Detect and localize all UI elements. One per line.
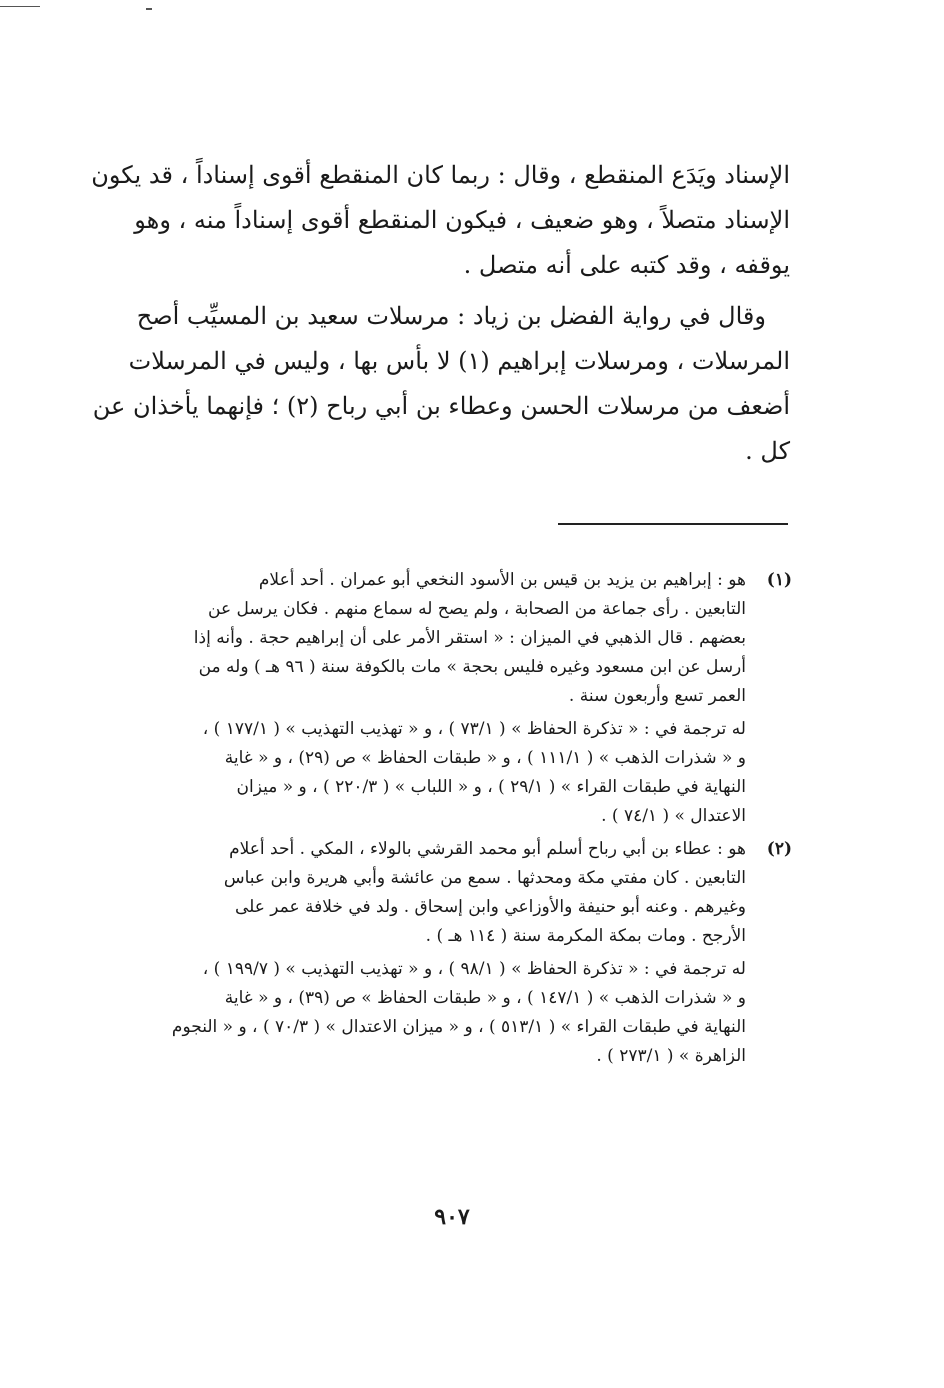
footnote-separator: [558, 523, 788, 525]
footnotes: [140, 566, 792, 1071]
footnote-number: (١): [766, 570, 792, 590]
main-text-line: الإسناد ويَدَع المنقطع ، وقال : ربما كان المنقطع أقوى إسناداً ، قد يكون: [91, 161, 790, 189]
footnote-body: [140, 835, 746, 1071]
footnote-2: [140, 835, 792, 1071]
footnote-line: التابعين . رأى جماعة من الصحابة ، ولم يصح له سماع منهم . فكان يرسل عن: [208, 599, 746, 619]
footnote-line: النهاية في طبقات القراء » ( ٥١٣/١ ) ، و « ميزان الاعتدال » ( ٧٠/٣ ) ، و « النجوم: [171, 1017, 746, 1037]
main-paragraph-2: [92, 294, 790, 474]
main-text-line: كل .: [745, 437, 790, 465]
footnote-line: الاعتدال » ( ٧٤/١ ) .: [601, 806, 746, 826]
footnote-body: [140, 566, 746, 831]
footnote-line: وغيرهم . وعنه أبو حنيفة والأوزاعي وابن إسحاق . ولد في خلافة عمر على: [234, 897, 746, 917]
main-text-line: الإسناد متصلاً ، وهو ضعيف ، فيكون المنقطع أقوى إسناداً منه ، وهو: [134, 206, 790, 234]
main-text-line: يوقفه ، وقد كتبه على أنه متصل .: [463, 251, 790, 279]
footnote-line: بعضهم . قال الذهبي في الميزان : « استقر الأمر على أن إبراهيم حجة . وأنه إذا: [193, 628, 746, 648]
scan-artifact: [146, 8, 152, 10]
main-text-line: المرسلات ، ومرسلات إبراهيم (١) لا بأس بها ، وليس في المرسلات: [128, 347, 790, 375]
footnote-references: [140, 715, 746, 831]
footnote-line: له ترجمة في : « تذكرة الحفاظ » ( ٧٣/١ ) ، و « تهذيب التهذيب » ( ١٧٧/١ ) ،: [202, 719, 746, 739]
footnote-line: و « شذرات الذهب » ( ١١١/١ ) ، و « طبقات الحفاظ » ص (٢٩) ، و « غاية: [224, 748, 746, 768]
footnote-line: الزاهرة » ( ٢٧٣/١ ) .: [596, 1046, 746, 1066]
footnote-number: (٢): [766, 839, 792, 859]
footnote-line: النهاية في طبقات القراء » ( ٢٩/١ ) ، و « اللباب » ( ٢٢٠/٣ ) ، و « ميزان: [236, 777, 746, 797]
footnote-line: هو : عطاء بن أبي رباح أسلم أبو محمد القرشي بالولاء ، المكي . أحد أعلام: [229, 839, 746, 859]
footnote-1: [140, 566, 792, 831]
footnote-references: [140, 955, 746, 1071]
footnote-line: العمر تسع وأربعون سنة .: [568, 686, 746, 706]
footnote-line: التابعين . كان مفتي مكة ومحدثها . سمع من عائشة وأبي هريرة وابن عباس: [223, 868, 746, 888]
main-text-line: أضعف من مرسلات الحسن وعطاء بن أبي رباح (٢) ؛ فإنهما يأخذان عن: [92, 392, 790, 420]
footnote-line: الأرجح . ومات بمكة المكرمة سنة ( ١١٤ هـ ) .: [425, 926, 746, 946]
footnote-line: و « شذرات الذهب » ( ١٤٧/١ ) ، و « طبقات الحفاظ » ص (٣٩) ، و « غاية: [224, 988, 746, 1008]
page-number: ٩٠٧: [434, 1204, 470, 1230]
main-paragraph-1: [91, 153, 790, 288]
scan-artifact: [0, 6, 40, 7]
footnote-line: هو : إبراهيم بن يزيد بن قيس بن الأسود النخعي أبو عمران . أحد أعلام: [258, 570, 746, 590]
footnote-line: أرسل عن ابن مسعود وغيره فليس بحجة » مات بالكوفة سنة ( ٩٦ هـ ) وله من: [198, 657, 746, 677]
footnote-line: له ترجمة في : « تذكرة الحفاظ » ( ٩٨/١ ) ، و « تهذيب التهذيب » ( ١٩٩/٧ ) ،: [202, 959, 746, 979]
main-text-line: وقال في رواية الفضل بن زياد : مرسلات سعيد بن المسيِّب أصح: [136, 302, 766, 330]
